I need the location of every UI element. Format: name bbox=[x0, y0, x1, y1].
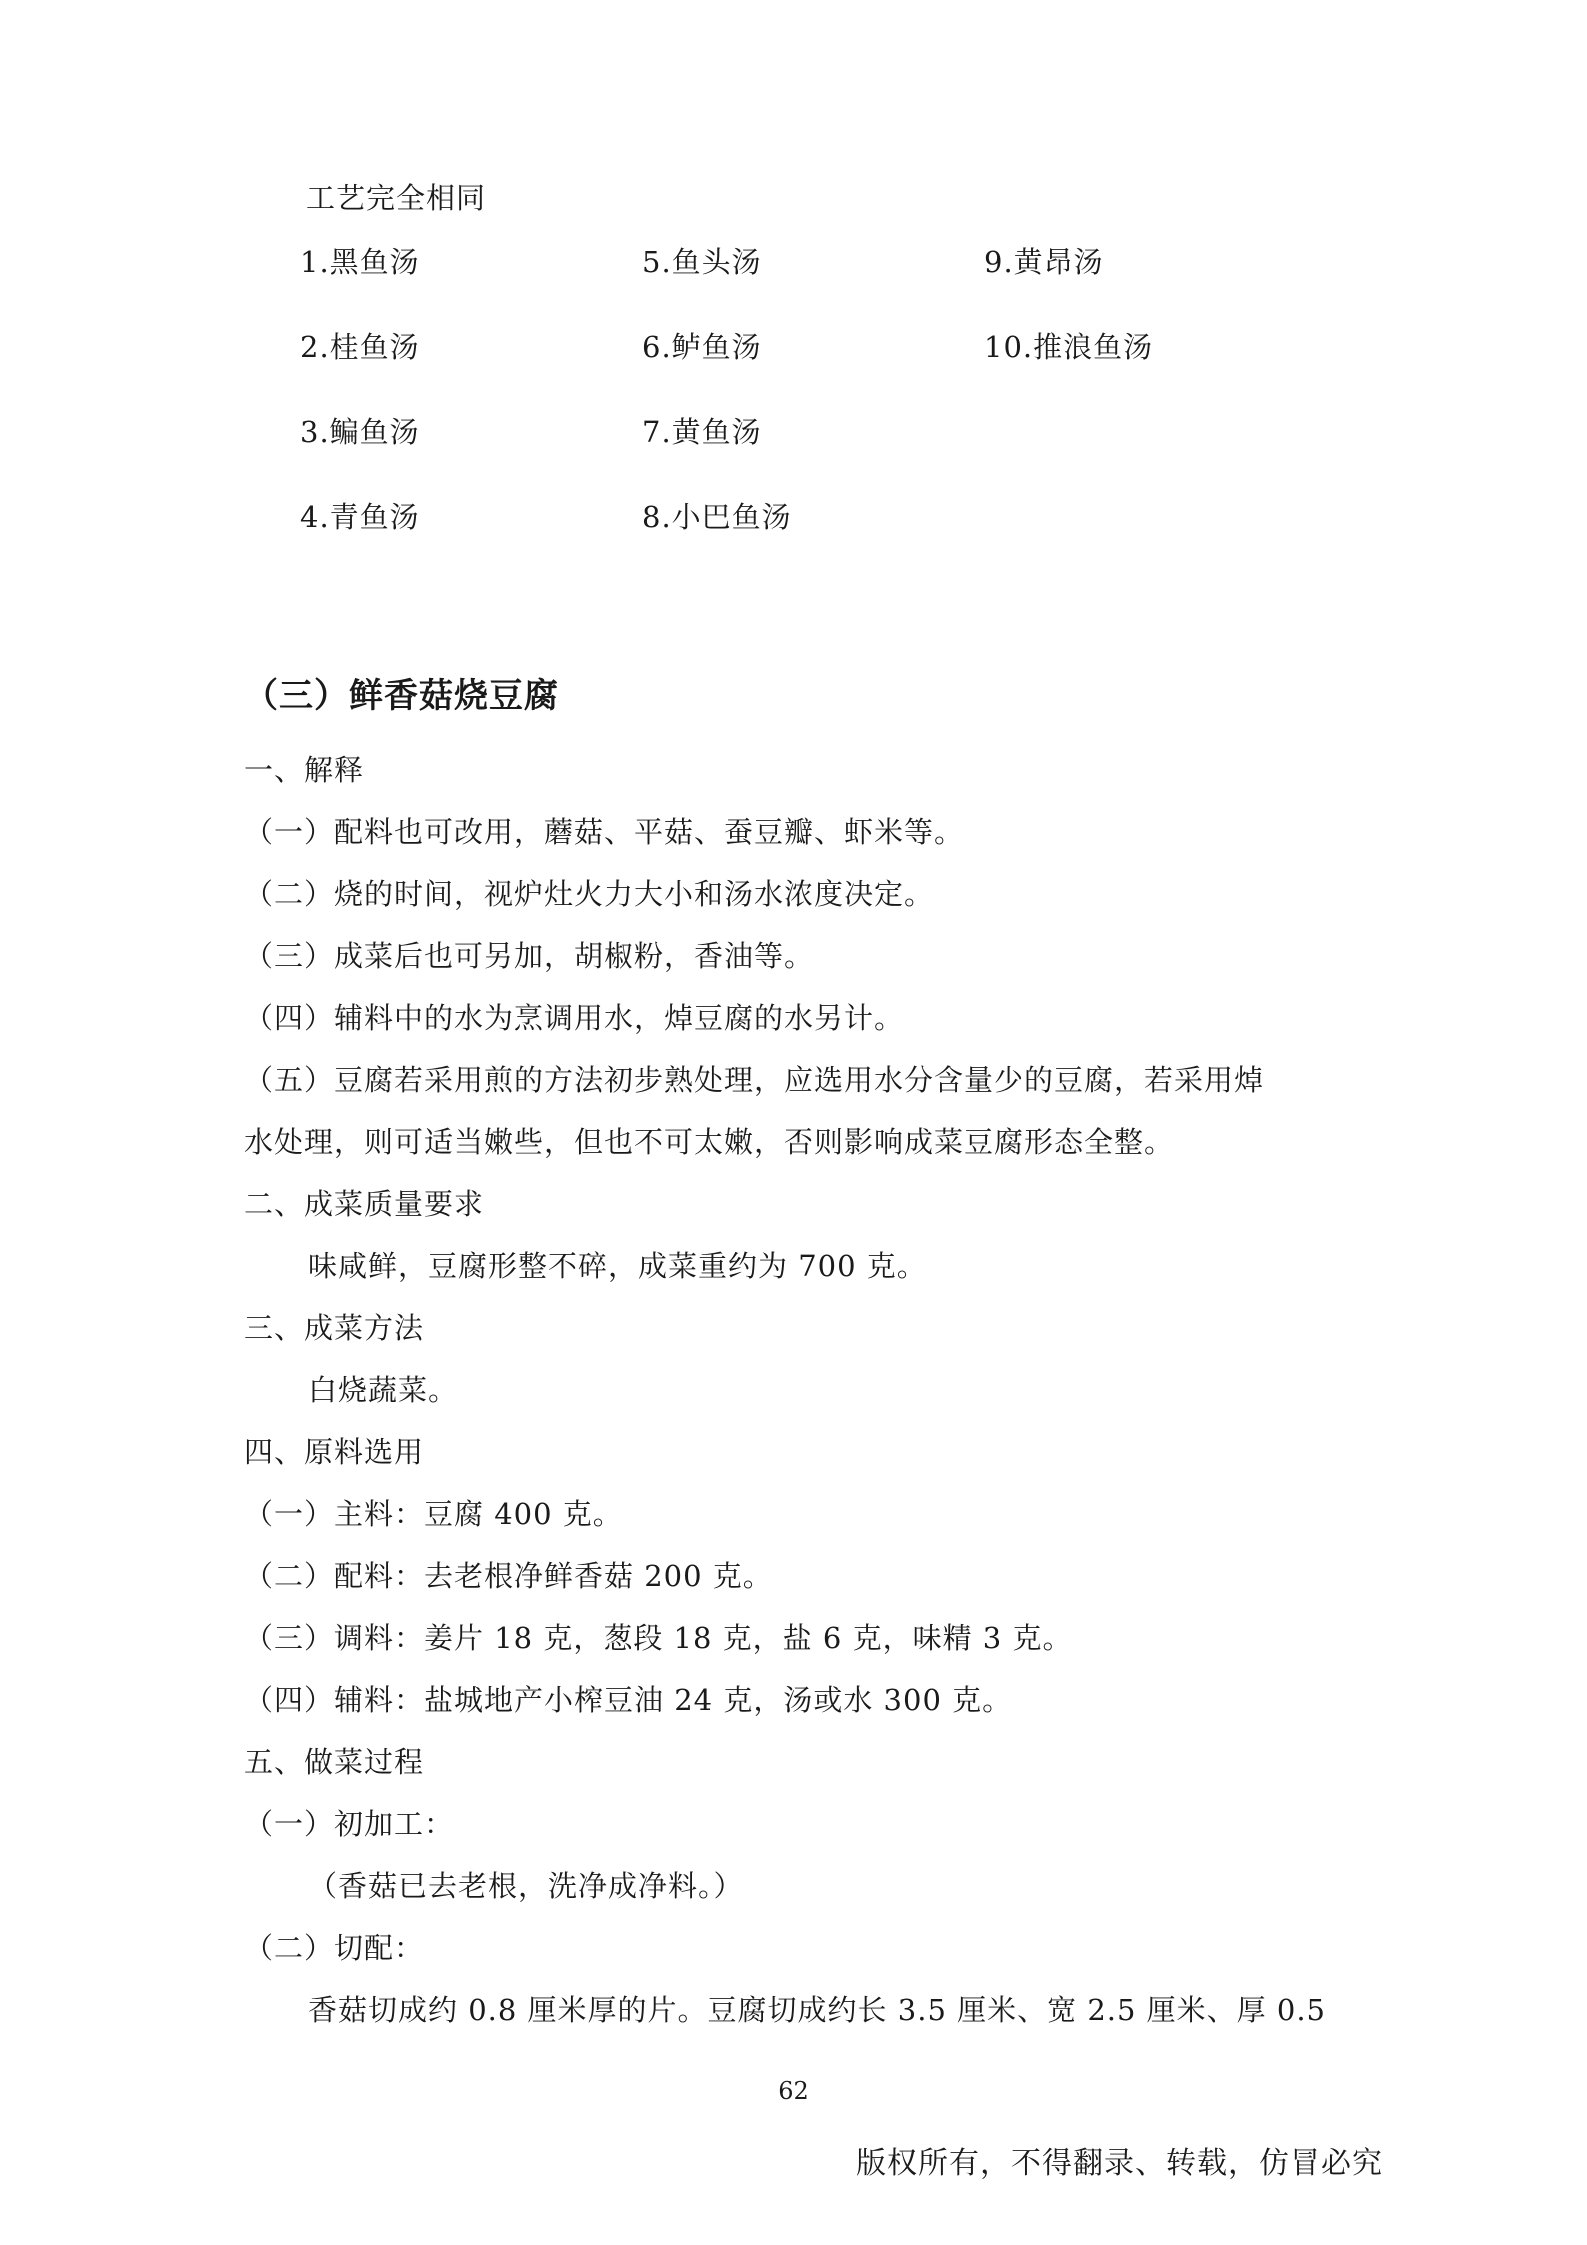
paragraph-line: （四）辅料：盐城地产小榨豆油 24 克，汤或水 300 克。 bbox=[244, 1683, 1013, 1717]
paragraph-line: （一）初加工： bbox=[244, 1807, 455, 1841]
paragraph-line: （一）主料：豆腐 400 克。 bbox=[244, 1497, 623, 1531]
paragraph-line: 五、做菜过程 bbox=[244, 1745, 425, 1779]
paragraph-line: 四、原料选用 bbox=[244, 1435, 425, 1469]
list-item: 8.小巴鱼汤 bbox=[642, 500, 792, 534]
list-item: 4.青鱼汤 bbox=[300, 500, 420, 534]
paragraph-line: （五）豆腐若采用煎的方法初步熟处理，应选用水分含量少的豆腐，若采用焯 bbox=[244, 1063, 1265, 1097]
paragraph-line: 白烧蔬菜。 bbox=[308, 1373, 459, 1407]
paragraph-line: （一）配料也可改用，蘑菇、平菇、蚕豆瓣、虾米等。 bbox=[244, 815, 965, 849]
paragraph-line: 香菇切成约 0.8 厘米厚的片。豆腐切成约长 3.5 厘米、宽 2.5 厘米、厚 0.5 bbox=[308, 1993, 1327, 2027]
list-item: 9.黄昂汤 bbox=[984, 245, 1104, 279]
copyright-notice: 版权所有，不得翻录、转载，仿冒必究 bbox=[856, 2146, 1383, 2181]
intro-line: 工艺完全相同 bbox=[306, 181, 487, 215]
paragraph-line: （二）配料：去老根净鲜香菇 200 克。 bbox=[244, 1559, 773, 1593]
paragraph-line: 味咸鲜，豆腐形整不碎，成菜重约为 700 克。 bbox=[308, 1249, 927, 1283]
list-item: 10.推浪鱼汤 bbox=[984, 330, 1154, 364]
list-item: 6.鲈鱼汤 bbox=[642, 330, 762, 364]
paragraph-line: （香菇已去老根，洗净成净料。） bbox=[308, 1869, 744, 1903]
list-item: 7.黄鱼汤 bbox=[642, 415, 762, 449]
paragraph-line: （二）烧的时间，视炉灶火力大小和汤水浓度决定。 bbox=[244, 877, 935, 911]
paragraph-line: 二、成菜质量要求 bbox=[244, 1187, 485, 1221]
paragraph-line: （二）切配： bbox=[244, 1931, 425, 1965]
list-item: 3.鳊鱼汤 bbox=[300, 415, 420, 449]
list-item: 5.鱼头汤 bbox=[642, 245, 762, 279]
paragraph-line: （三）调料：姜片 18 克，葱段 18 克，盐 6 克，味精 3 克。 bbox=[244, 1621, 1073, 1655]
list-item: 1.黑鱼汤 bbox=[300, 245, 420, 279]
paragraph-line: 水处理，则可适当嫩些，但也不可太嫩，否则影响成菜豆腐形态全整。 bbox=[244, 1125, 1175, 1159]
paragraph-line: （四）辅料中的水为烹调用水，焯豆腐的水另计。 bbox=[244, 1001, 905, 1035]
list-item: 2.桂鱼汤 bbox=[300, 330, 420, 364]
paragraph-line: 一、解释 bbox=[244, 753, 365, 787]
section-title: （三）鲜香菇烧豆腐 bbox=[244, 676, 559, 716]
page-number: 62 bbox=[778, 2077, 809, 2105]
paragraph-line: 三、成菜方法 bbox=[244, 1311, 425, 1345]
paragraph-line: （三）成菜后也可另加，胡椒粉，香油等。 bbox=[244, 939, 815, 973]
